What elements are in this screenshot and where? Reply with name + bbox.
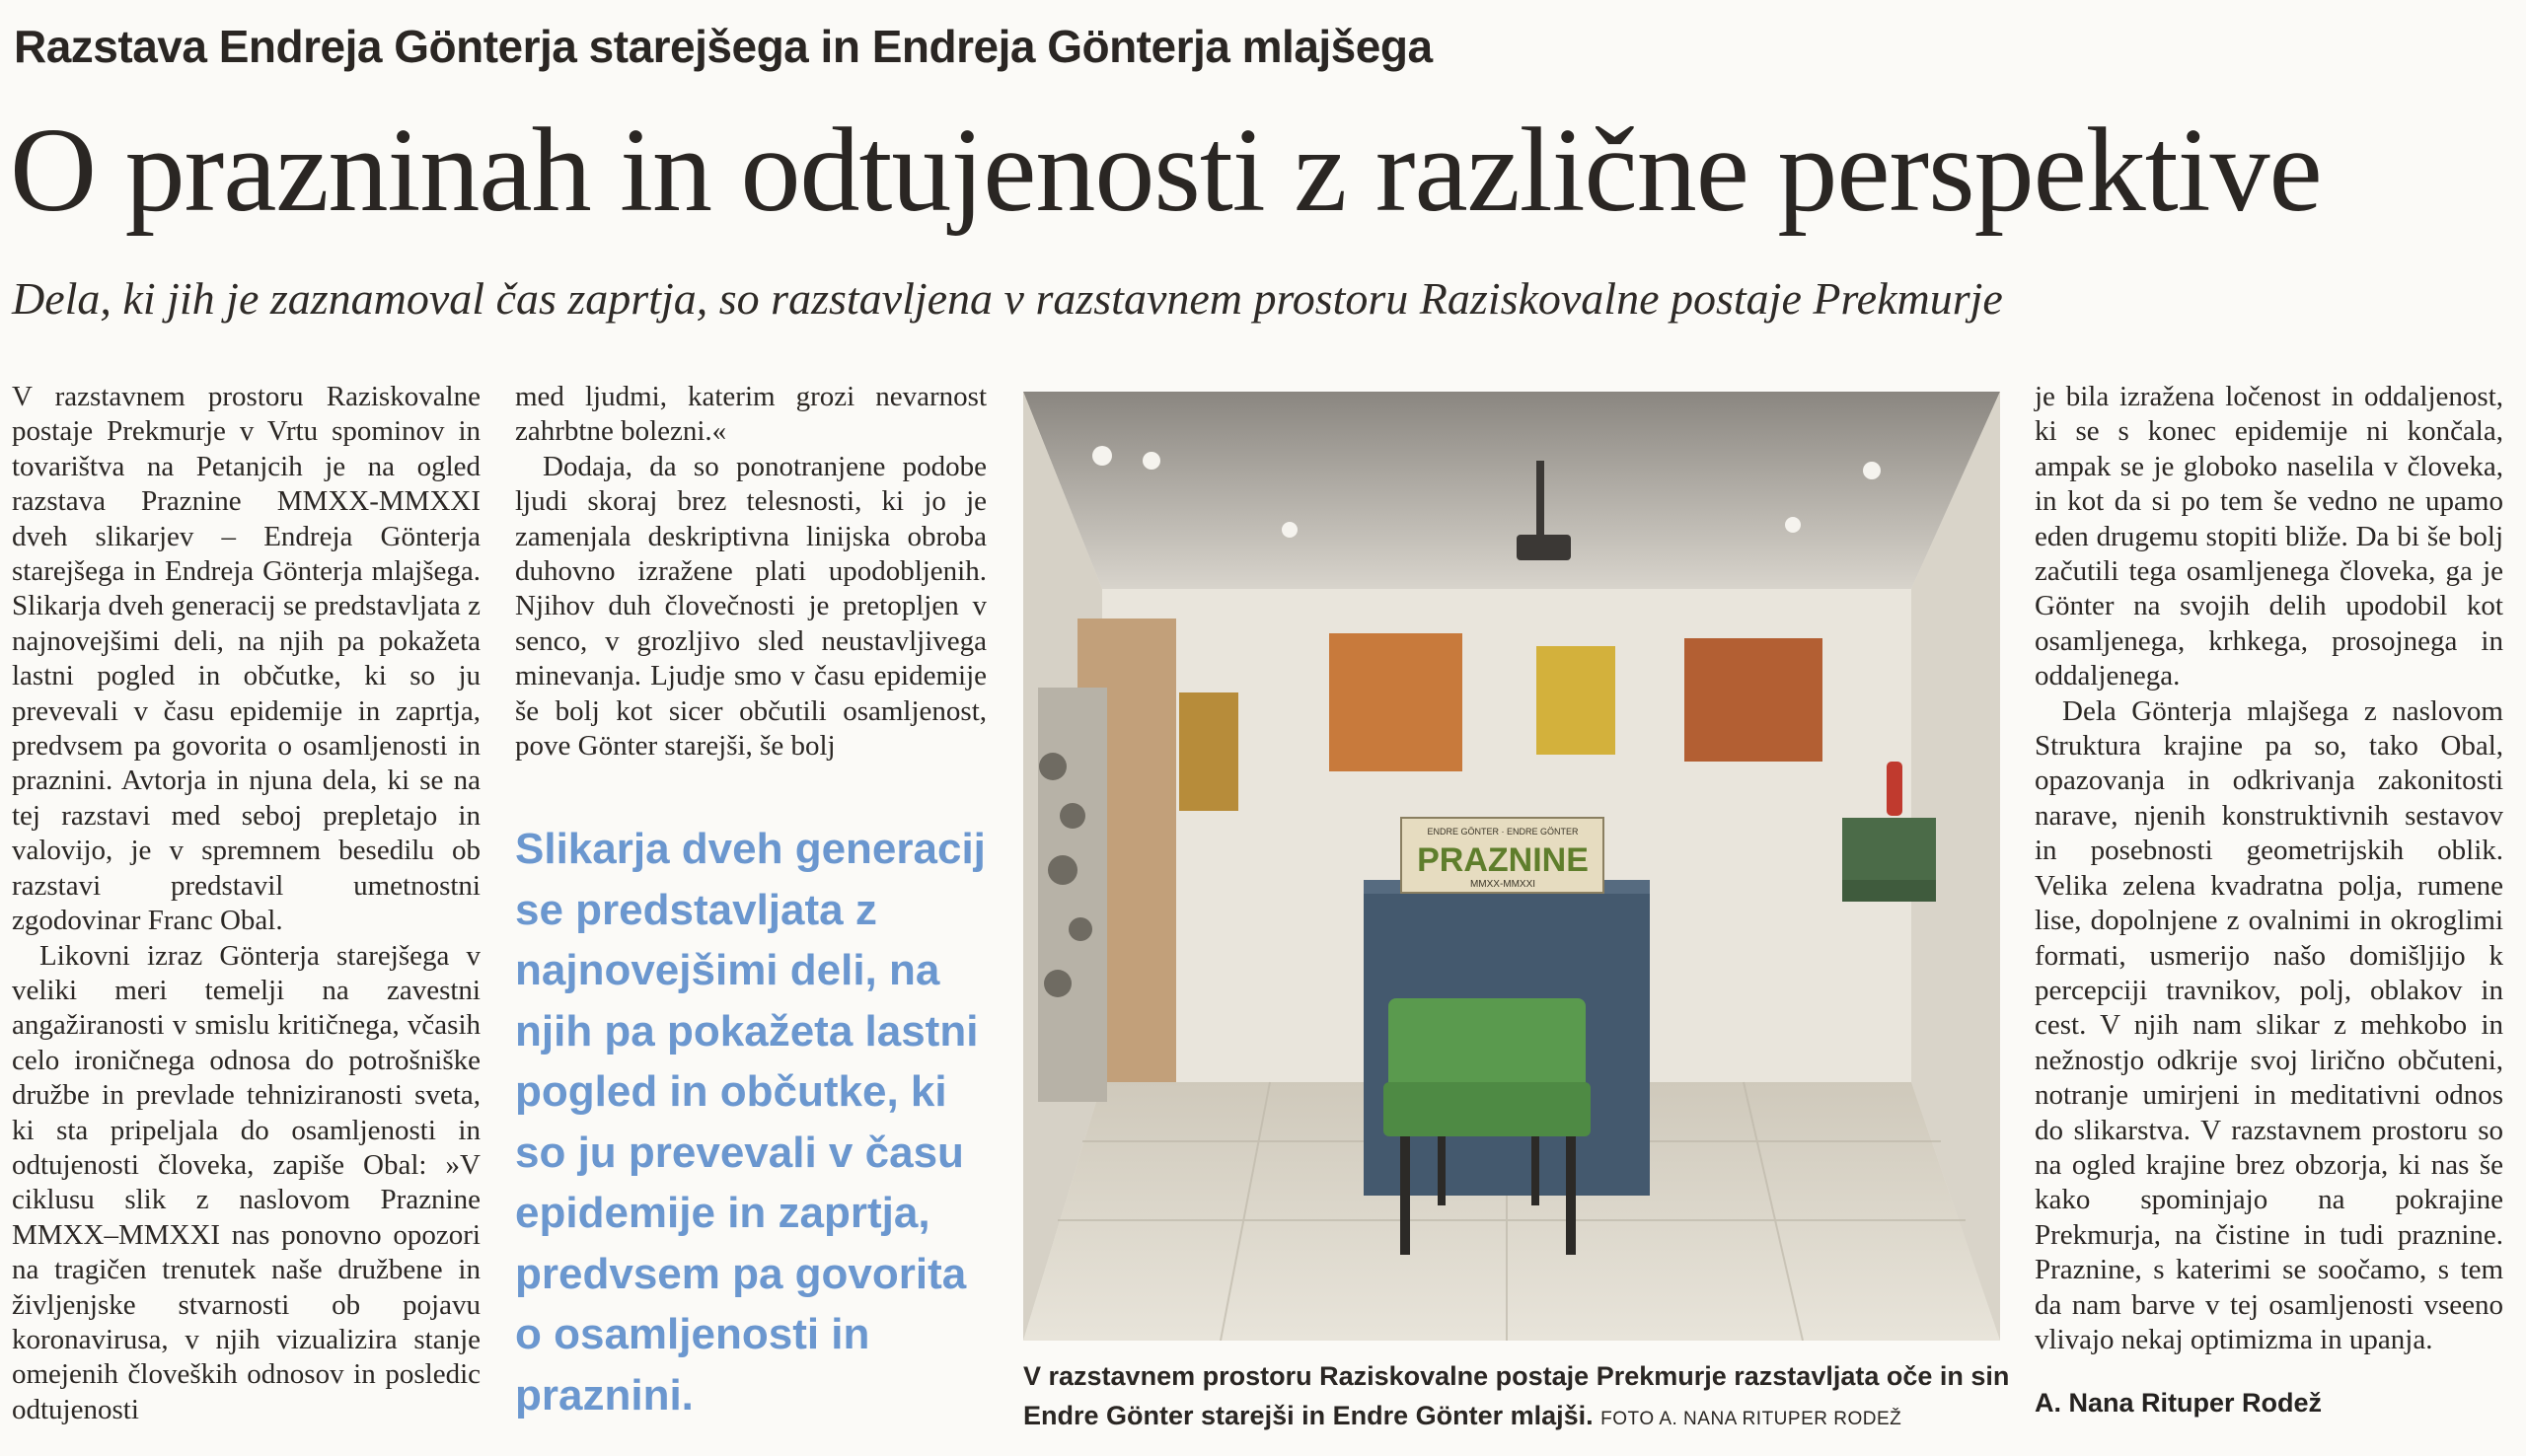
sign-top: ENDRE GÖNTER · ENDRE GÖNTER <box>1427 827 1579 837</box>
article-column-4 <box>2035 380 2503 1357</box>
photo-caption <box>1023 1356 2010 1439</box>
gallery-room-illustration <box>1023 392 2000 1341</box>
headline: O prazninah in odtujenosti z različne perspektive <box>10 104 2322 237</box>
article-column-2 <box>515 380 987 764</box>
sign-title: PRAZNINE <box>1417 841 1589 879</box>
caption-text: V razstavnem prostoru Raziskovalne postaje Prekmurje razstavljata oče in sin Endre Gönter starejši in Endre Gönter mlajši. <box>1023 1361 2010 1430</box>
paragraph: V razstavnem prostoru Raziskovalne postaje Prekmurje v Vrtu spominov in tovarištva na Petanjcih je na ogled razstava Praznine MMXX-MMXXI dveh slikarjev – Endreja Gönterja starejšega in Endreja Gönterja mlajšega. Slikarja dveh generacij se predstavljata z najnovejšimi deli, na njih pa pokažeta lastni pogled in občutke, ki so ju prevevali v času epidemije in zaprtja, predvsem pa govorita o osamljenosti in praznini. Avtorja in njuna dela, ki se na tej razstavi med seboj prepletajo in valovijo, je v spremnem besedilu ob razstavi predstavil umetnostni zgodovinar Franc Obal. <box>12 381 481 937</box>
paragraph: Dodaja, da so ponotranjene podobe ljudi skoraj brez telesnosti, ki jo je zamenjala deskriptivna linijska obroba duhovno izražene plati upodobljenih. Njihov duh človečnosti je pretopljen v senco, v grozljivo sled neustavljivega minevanja. Ljudje smo v času epidemije še bolj kot sicer občutili osamljenost, pove Gönter starejši, še bolj <box>515 450 987 763</box>
deck-subtitle: Dela, ki jih je zaznamoval čas zaprtja, so razstavljena v razstavnem prostoru Raziskovalne postaje Prekmurje <box>12 273 2003 324</box>
article-column-1 <box>12 380 481 1427</box>
paragraph: Dela Gönterja mlajšega z naslovom Struktura krajine pa so, tako Obal, opazovanja in odkrivanja zakonitosti narave, njenih konstruktivnih sestavov in posebnosti geometrijskih oblik. Velika zelena kvadratna polja, rumene lise, dopolnjene z ovalnimi in okroglimi formati, usmerijo našo domišljijo k percepciji travnikov, polj, oblakov in cest. V njih nam slikar z mehkobo in nežnostjo odkrije svoj lirično občuteni, notranje umirjeni in meditativni odnos do slikarstva. V razstavnem prostoru so na ogled krajine brez obzorja, ki nas še kako spominjajo na pokrajine Prekmurja, na čistine in tudi praznine. Praznine, s katerimi se soočamo, s tem da nam barve v tej osamljenosti vseeno vlivajo nekaj optimizma in upanja. <box>2035 694 2503 1355</box>
kicker: Razstava Endreja Gönterja starejšega in Endreja Gönterja mlajšega <box>14 21 1433 72</box>
sign-bottom: MMXX-MMXXI <box>1469 879 1536 890</box>
photo-credit: FOTO A. NANA RITUPER RODEŽ <box>1600 1409 1902 1429</box>
paragraph: Likovni izraz Gönterja starejšega v veliki meri temelji na zavestni angažiranosti v smislu kritičnega, včasih celo ironičnega odnosa do potrošniške družbe in prevlade tehniziranosti sveta, ki sta pripeljala do osamljenosti in odtujenosti človeka, zapiše Obal: »V ciklusu slik z naslovom Praznine MMXX–MMXXI nas ponovno opozori na tragičen trenutek naše družbene in življenjske stvarnosti ob pojavu koronavirusa, v njih vizualizira stanje omejenih človeških odnosov in posledic odtujenosti <box>12 939 481 1425</box>
byline: A. Nana Rituper Rodež <box>2035 1388 2323 1418</box>
paragraph: je bila izražena ločenost in oddaljenost, ki se s konec epidemije ni končala, ampak se je globoko naselila v človeka, in kot da si po tem še vedno ne upamo eden drugemu stopiti bliže. Da bi še bolj začutili tega osamljenega človeka, ga je Gönter na svojih delih upodobil kot osamljenega, krhkega, prosojnega in oddaljenega. <box>2035 381 2503 692</box>
pull-quote: Slikarja dveh generacij se predstavljata z najnovejšimi deli, na njih pa pokažeta lastni pogled in občutke, ki so ju prevevali v času epidemije in zaprtja, predvsem pa govorita o osamljenosti in praznini. <box>515 825 986 1420</box>
exhibition-photo <box>1023 392 2000 1341</box>
paragraph: med ljudmi, katerim grozi nevarnost zahrbtne bolezni.« <box>515 381 987 448</box>
